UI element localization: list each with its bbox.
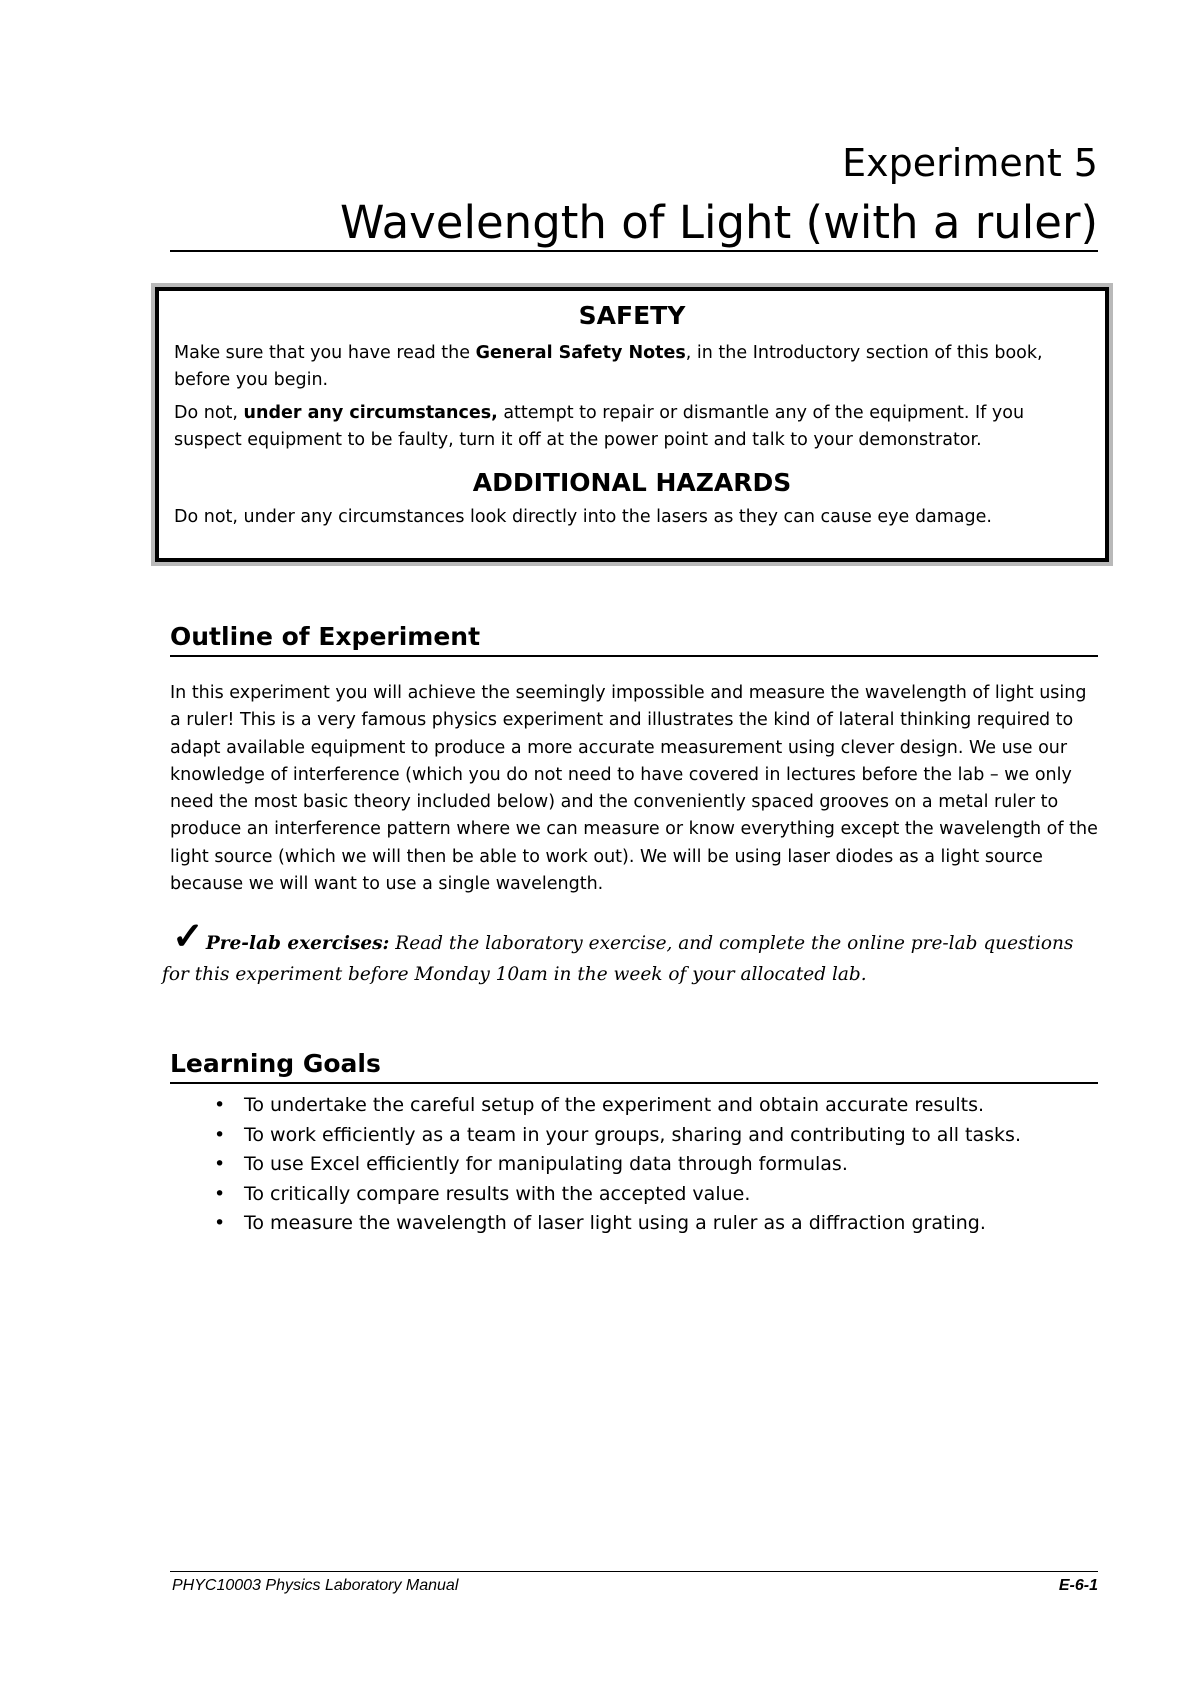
prelab-note (162, 913, 1102, 990)
document-page (162, 0, 1098, 1696)
learning-goals-heading: Learning Goals (170, 1049, 1098, 1084)
safety-p2-text: Do not, (174, 403, 244, 423)
safety-box-frame (151, 283, 1113, 566)
safety-heading: SAFETY (578, 301, 686, 330)
goal-text: To undertake the careful setup of the experiment and obtain accurate results. (244, 1094, 985, 1116)
bullet-icon: • (214, 1153, 226, 1175)
checkmark-icon: ✓ (172, 913, 204, 958)
safety-box (155, 287, 1109, 562)
goal-text: To work efficiently as a team in your groups, sharing and contributing to all tasks. (244, 1123, 1021, 1146)
bullet-icon: • (214, 1094, 226, 1116)
list-item (170, 1180, 1098, 1210)
footer-page-number: E-6-1 (1058, 1577, 1098, 1594)
title-rule (170, 250, 1098, 252)
safety-paragraph-1 (174, 340, 1090, 394)
safety-notes-ref: General Safety Notes (475, 343, 686, 363)
prelab-text: Read the laboratory exercise, and complete the online pre-lab questions for this experiment before Monday 10am in the week of your allocated lab. (162, 933, 1074, 985)
list-item (170, 1121, 1098, 1151)
outline-body: In this experiment you will achieve the seemingly impossible and measure the wavelength of light using a ruler! This is a very famous physics experiment and illustrates the kind of lateral thinking required to adapt available equipment to produce a more accurate measurement using clever design. We use our knowledge of interference (which you do not need to have covered in lectures before the lab – we only need the most basic theory included below) and the conveniently spaced grooves on a metal ruler to produce an interference pattern where we can measure or know everything except the wavelength of the light source (which we will then be able to work out). We will be using laser diodes as a light source because we will want to use a single wavelength. (170, 683, 1098, 895)
safety-p1-text-end: , in the Introductory section of this book, before you begin. (174, 343, 1043, 390)
experiment-title: Wavelength of Light (with a ruler) (339, 196, 1098, 249)
goal-text: To use Excel efficiently for manipulating data through formulas. (244, 1153, 848, 1175)
hazards-text: Do not, under any circumstances look directly into the lasers as they can cause eye damage. (174, 507, 992, 527)
list-item (170, 1209, 1098, 1239)
safety-p2-emphasis: under any circumstances, (243, 403, 498, 423)
goal-text: To critically compare results with the accepted value. (244, 1182, 751, 1205)
safety-p1-text: Make sure that you have read the (174, 343, 476, 363)
goal-text: To measure the wavelength of laser light using a ruler as a diffraction grating. (244, 1212, 986, 1234)
bullet-icon: • (214, 1212, 226, 1234)
footer-rule (170, 1571, 1098, 1572)
bullet-icon: • (214, 1123, 226, 1146)
outline-heading: Outline of Experiment (170, 622, 1098, 657)
list-item (170, 1091, 1098, 1121)
prelab-label: Pre-lab exercises: (205, 933, 390, 954)
footer-manual-name: PHYC10003 Physics Laboratory Manual (172, 1577, 459, 1594)
hazards-heading: ADDITIONAL HAZARDS (472, 468, 792, 497)
learning-goals-list (170, 1091, 1098, 1239)
safety-paragraph-2 (174, 400, 1090, 454)
safety-p2-text-end: attempt to repair or dismantle any of the equipment. If you suspect equipment to be faulty, turn it off at the power point and talk to your demonstrator. (174, 403, 1025, 450)
list-item (170, 1150, 1098, 1180)
experiment-number: Experiment 5 (842, 141, 1098, 185)
bullet-icon: • (214, 1182, 226, 1205)
